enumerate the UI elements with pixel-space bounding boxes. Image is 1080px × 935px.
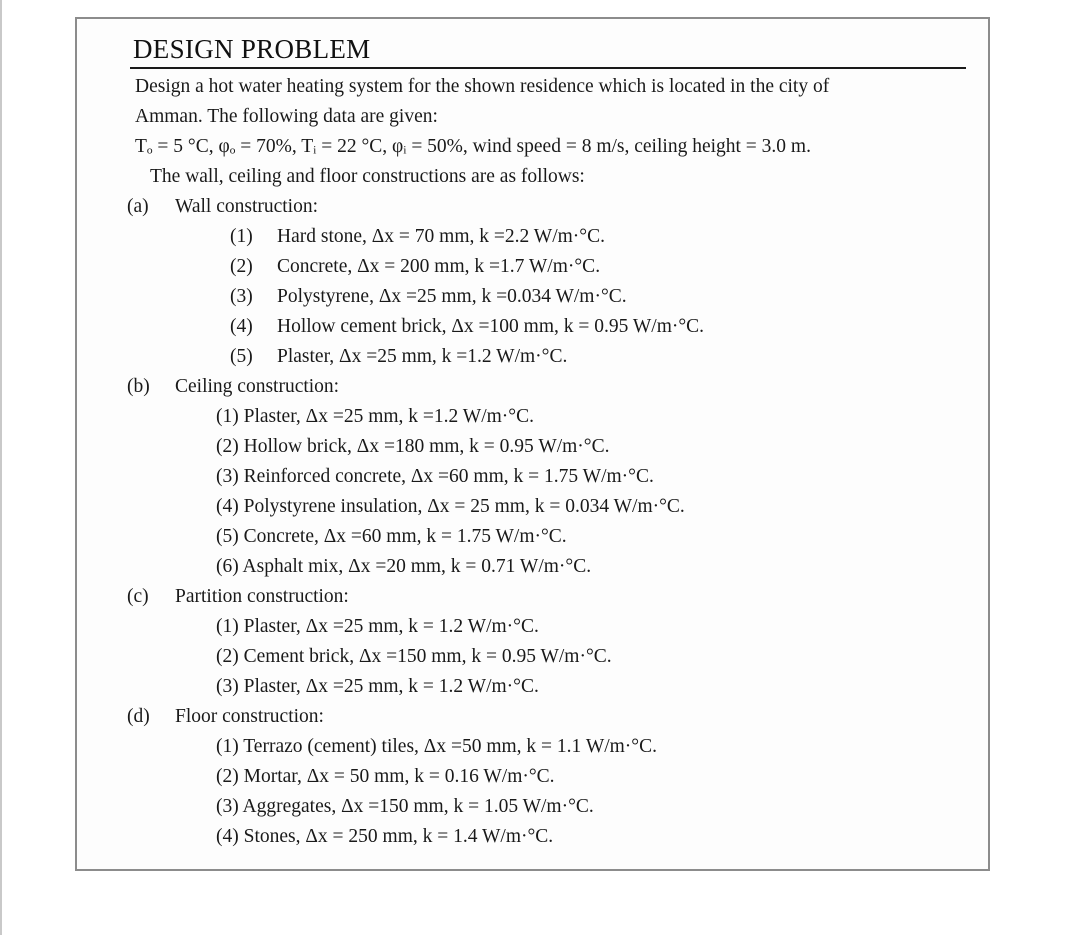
given-conditions: Tₒ = 5 °C, φₒ = 70%, Tᵢ = 22 °C, φᵢ = 50%, wind speed = 8 m/s, ceiling height = 3.0 m. — [135, 136, 811, 157]
ceiling-item: (3) Reinforced concrete, Δx =60 mm, k = 1.75 W/m·°C. — [216, 466, 654, 487]
wall-item — [230, 284, 627, 310]
floor-item: (2) Mortar, Δx = 50 mm, k = 0.16 W/m·°C. — [216, 766, 555, 787]
item-text: Plaster, Δx =25 mm, k =1.2 W/m·°C. — [277, 346, 568, 367]
wall-item — [230, 314, 704, 340]
ceiling-item: (6) Asphalt mix, Δx =20 mm, k = 0.71 W/m·°C. — [216, 556, 592, 577]
ceiling-item: (5) Concrete, Δx =60 mm, k = 1.75 W/m·°C. — [216, 526, 567, 547]
page-left-edge — [0, 0, 2, 935]
intro-text-line-2: Amman. The following data are given: — [135, 106, 438, 127]
item-text: Polystyrene, Δx =25 mm, k =0.034 W/m·°C. — [277, 286, 627, 307]
partition-item: (2) Cement brick, Δx =150 mm, k = 0.95 W/m·°C. — [216, 646, 612, 667]
section-label: Floor construction: — [175, 706, 324, 727]
item-text: Hard stone, Δx = 70 mm, k =2.2 W/m·°C. — [277, 226, 605, 247]
wall-item — [230, 224, 605, 250]
item-text: Concrete, Δx = 200 mm, k =1.7 W/m·°C. — [277, 256, 601, 277]
item-number: (5) — [230, 346, 253, 367]
item-text: Hollow cement brick, Δx =100 mm, k = 0.95 W/m·°C. — [277, 316, 705, 337]
partition-item: (3) Plaster, Δx =25 mm, k = 1.2 W/m·°C. — [216, 676, 539, 697]
document-title: DESIGN PROBLEM — [133, 34, 371, 64]
partition-item: (1) Plaster, Δx =25 mm, k = 1.2 W/m·°C. — [216, 616, 539, 637]
section-ceiling-heading — [127, 374, 339, 400]
section-wall-heading — [127, 194, 318, 220]
intro-text-line-1: Design a hot water heating system for the shown residence which is located in the city of — [135, 76, 830, 97]
section-tag: (b) — [127, 376, 150, 397]
section-tag: (d) — [127, 706, 150, 727]
section-partition-heading — [127, 584, 349, 610]
section-tag: (a) — [127, 196, 149, 217]
item-number: (3) — [230, 286, 253, 307]
wall-item — [230, 254, 600, 280]
section-label: Partition construction: — [175, 586, 349, 607]
ceiling-item: (1) Plaster, Δx =25 mm, k =1.2 W/m·°C. — [216, 406, 534, 427]
section-tag: (c) — [127, 586, 149, 607]
title-underline — [130, 67, 966, 69]
wall-item — [230, 344, 567, 370]
section-floor-heading — [127, 704, 324, 730]
ceiling-item: (2) Hollow brick, Δx =180 mm, k = 0.95 W/m·°C. — [216, 436, 610, 457]
floor-item: (4) Stones, Δx = 250 mm, k = 1.4 W/m·°C. — [216, 826, 554, 847]
item-number: (1) — [230, 226, 253, 247]
item-number: (2) — [230, 256, 253, 277]
section-label: Wall construction: — [175, 196, 319, 217]
constructions-intro: The wall, ceiling and floor constructions are as follows: — [150, 166, 585, 187]
floor-item: (1) Terrazo (cement) tiles, Δx =50 mm, k = 1.1 W/m·°C. — [216, 736, 657, 757]
item-number: (4) — [230, 316, 253, 337]
ceiling-item: (4) Polystyrene insulation, Δx = 25 mm, k = 0.034 W/m·°C. — [216, 496, 685, 517]
section-label: Ceiling construction: — [175, 376, 340, 397]
floor-item: (3) Aggregates, Δx =150 mm, k = 1.05 W/m·°C. — [216, 796, 594, 817]
